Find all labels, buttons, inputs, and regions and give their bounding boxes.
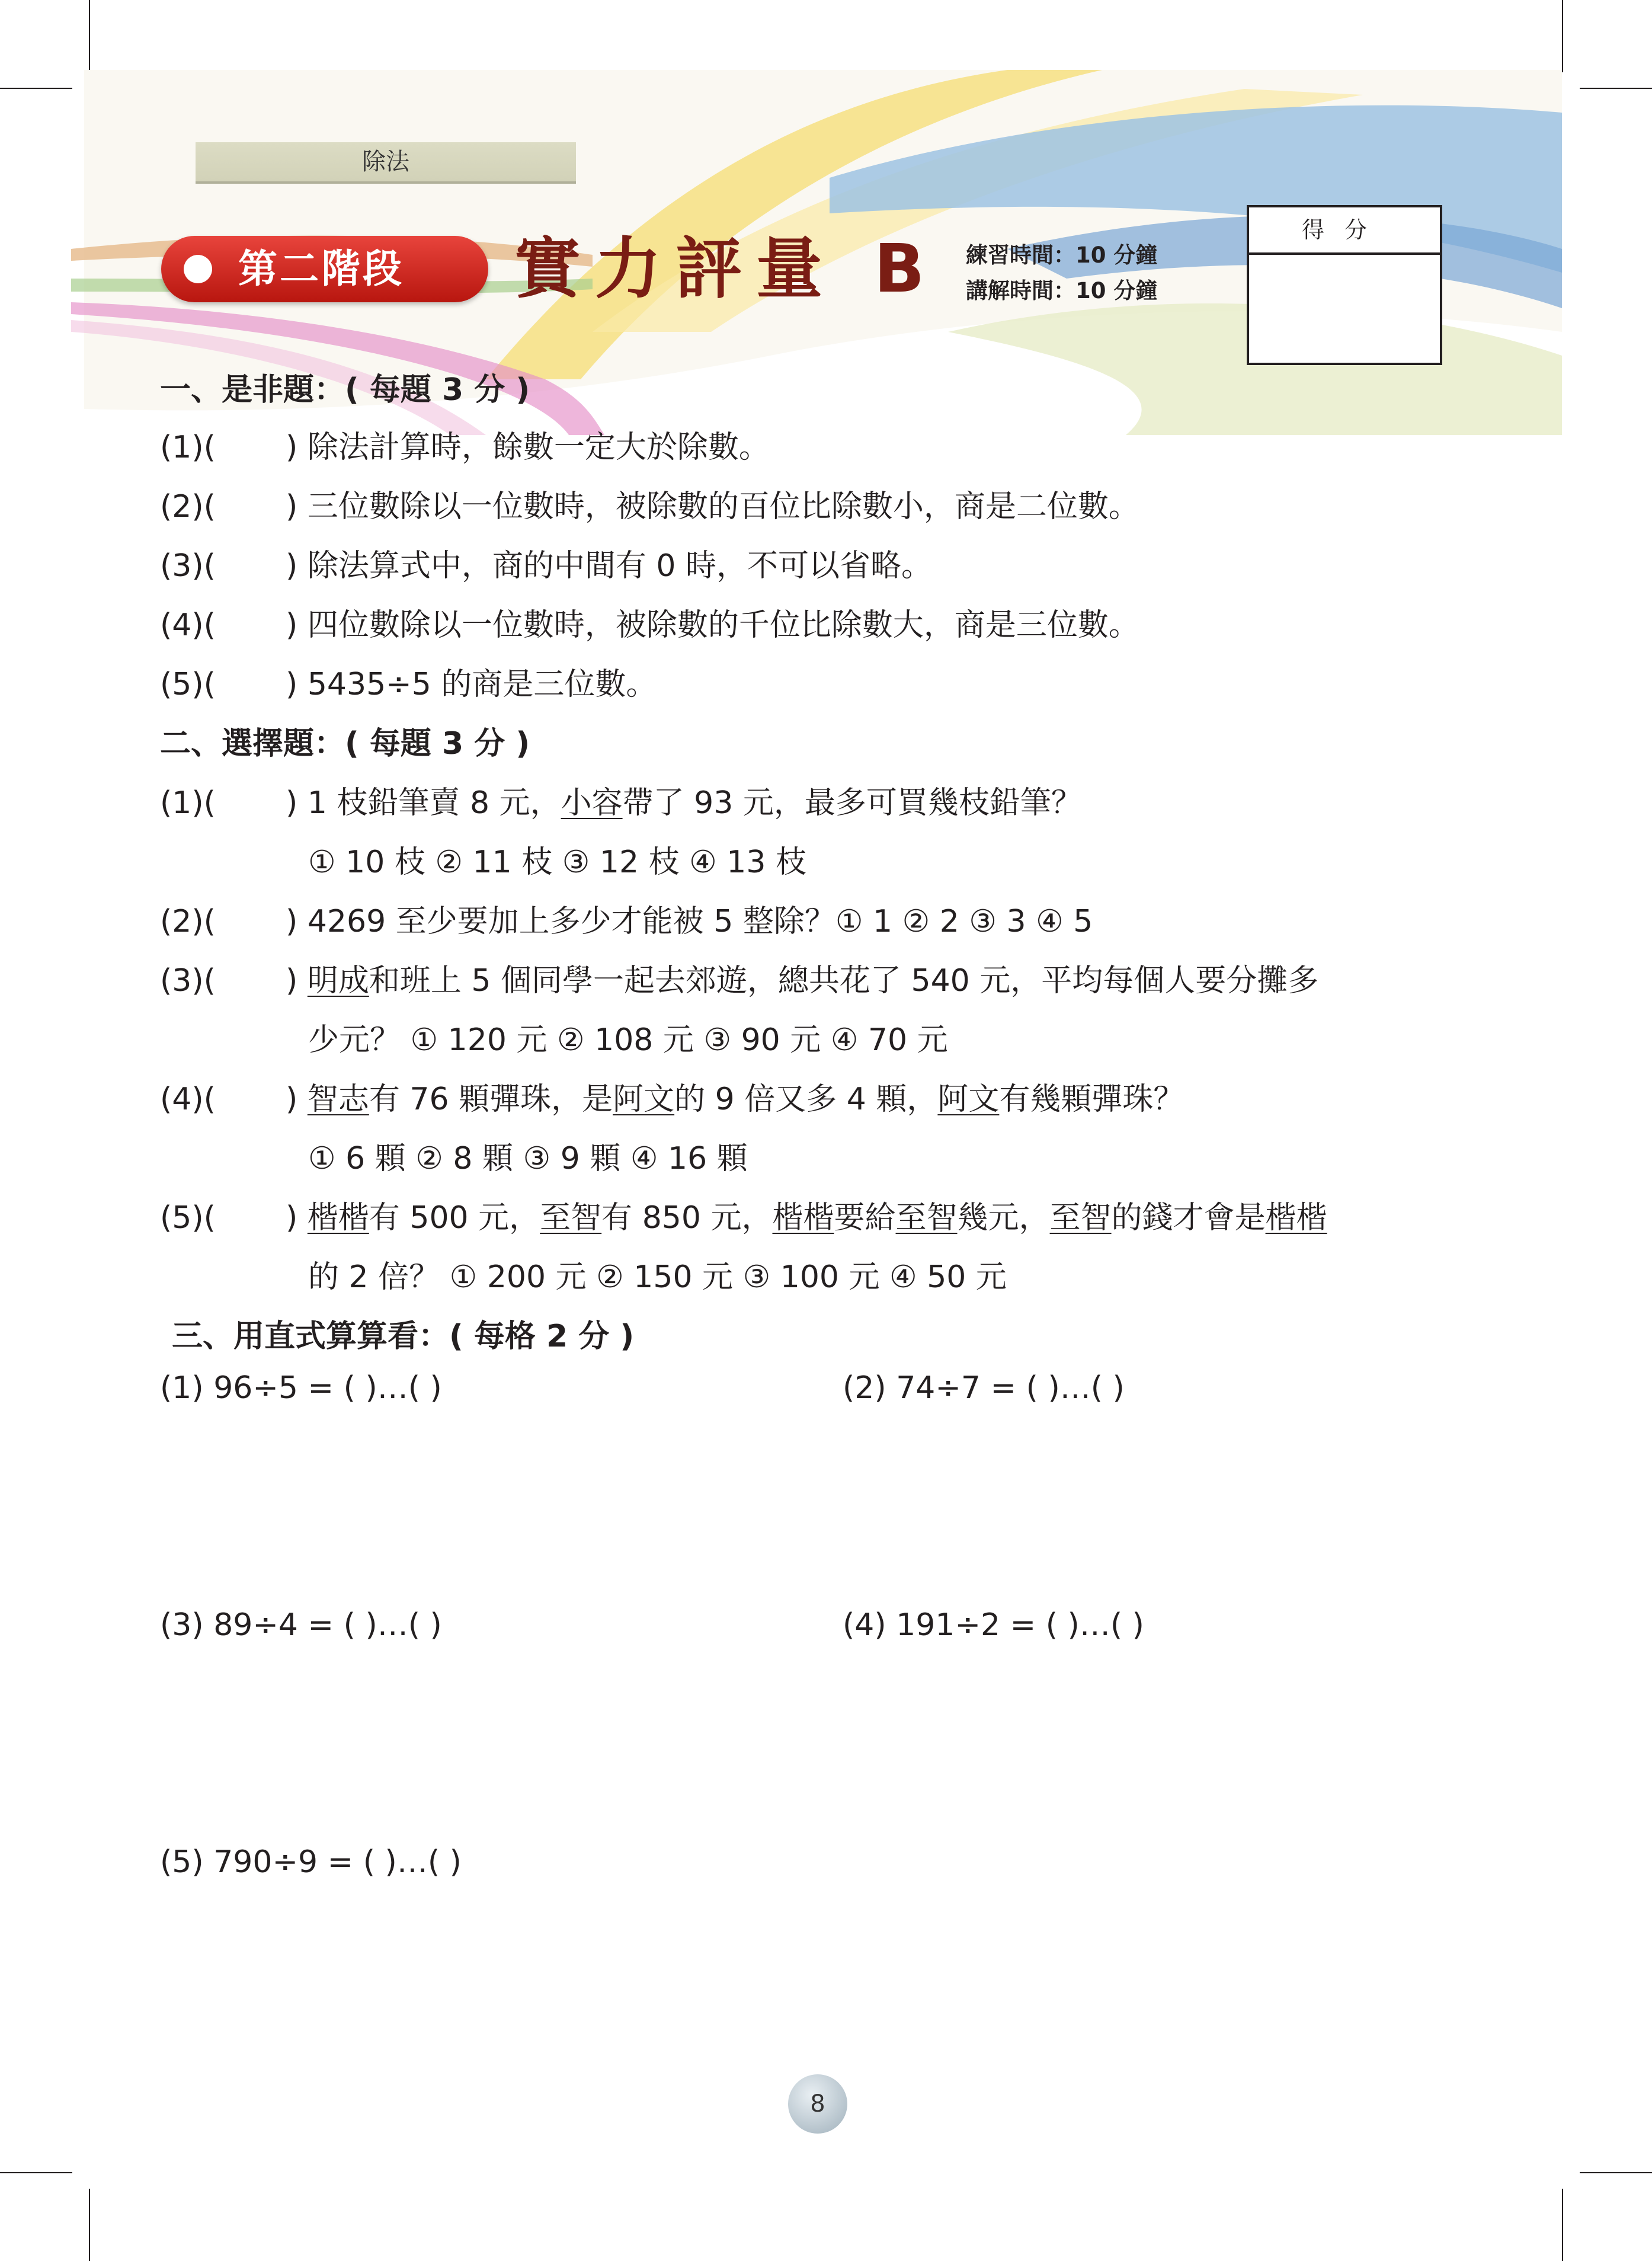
true-false-item-4: (4)( ) 四位數除以一位數時，被除數的千位比除數大，商是三位數。 xyxy=(160,607,1139,643)
crop-mark xyxy=(1580,2172,1652,2173)
calc-problem-4: (4) 191÷2 = ( )…( ) xyxy=(843,1607,1144,1643)
choice-item-1: (1)( ) 1 枝鉛筆賣 8 元，小容帶了 93 元，最多可買幾枝鉛筆？ xyxy=(160,785,1082,821)
choice-item-2: (2)( ) 4269 至少要加上多少才能被 5 整除？① 1 ② 2 ③ 3 ④ 5 xyxy=(160,904,1093,939)
calc-problem-2: (2) 74÷7 = ( )…( ) xyxy=(843,1370,1125,1406)
calc-problem-3: (3) 89÷4 = ( )…( ) xyxy=(160,1607,442,1643)
explain-time: 講解時間：10 分鐘 xyxy=(966,278,1158,303)
choice-options-4: ① 6 顆 ② 8 顆 ③ 9 顆 ④ 16 顆 xyxy=(308,1141,748,1176)
true-false-item-1: (1)( ) 除法計算時，餘數一定大於除數。 xyxy=(160,430,770,465)
choice-options-5: 的 2 倍？ ① 200 元 ② 150 元 ③ 100 元 ④ 50 元 xyxy=(308,1259,1007,1295)
page-number: 8 xyxy=(788,2074,847,2134)
choice-options-3: 少元？ ① 120 元 ② 108 元 ③ 90 元 ④ 70 元 xyxy=(308,1022,948,1058)
true-false-item-5: (5)( ) 5435÷5 的商是三位數。 xyxy=(160,667,657,702)
true-false-item-3: (3)( ) 除法算式中，商的中間有 0 時，不可以省略。 xyxy=(160,548,932,584)
practice-time: 練習時間：10 分鐘 xyxy=(966,242,1158,268)
true-false-item-2: (2)( ) 三位數除以一位數時，被除數的百位比除數小，商是二位數。 xyxy=(160,489,1139,525)
bullet-icon xyxy=(184,255,212,283)
page-title: 實力評量 B xyxy=(514,231,939,308)
crop-mark xyxy=(0,2172,72,2173)
crop-mark xyxy=(1562,2189,1563,2261)
stage-badge xyxy=(161,236,488,302)
topic-label: 除法 xyxy=(196,142,576,184)
section-heading: 二、選擇題：( 每題 3 分 ) xyxy=(160,726,530,762)
crop-mark xyxy=(89,2189,90,2261)
score-label: 得分 xyxy=(1249,207,1440,255)
choice-item-5: (5)( ) 楷楷有 500 元，至智有 850 元，楷楷要給至智幾元，至智的錢才會是楷楷 xyxy=(160,1200,1327,1236)
choice-item-3: (3)( ) 明成和班上 5 個同學一起去郊遊，總共花了 540 元，平均每個人要分攤多 xyxy=(160,963,1319,999)
calc-problem-5: (5) 790÷9 = ( )…( ) xyxy=(160,1844,462,1880)
section-heading: 三、用直式算算看：( 每格 2 分 ) xyxy=(172,1319,635,1354)
section-heading: 一、是非題：( 每題 3 分 ) xyxy=(160,372,530,408)
choice-options-1: ① 10 枝 ② 11 枝 ③ 12 枝 ④ 13 枝 xyxy=(308,845,806,880)
score-box xyxy=(1247,205,1442,365)
stage-label: 第二階段 xyxy=(238,246,404,292)
choice-item-4: (4)( ) 智志有 76 顆彈珠，是阿文的 9 倍又多 4 顆，阿文有幾顆彈珠？ xyxy=(160,1082,1184,1117)
calc-problem-1: (1) 96÷5 = ( )…( ) xyxy=(160,1370,442,1406)
